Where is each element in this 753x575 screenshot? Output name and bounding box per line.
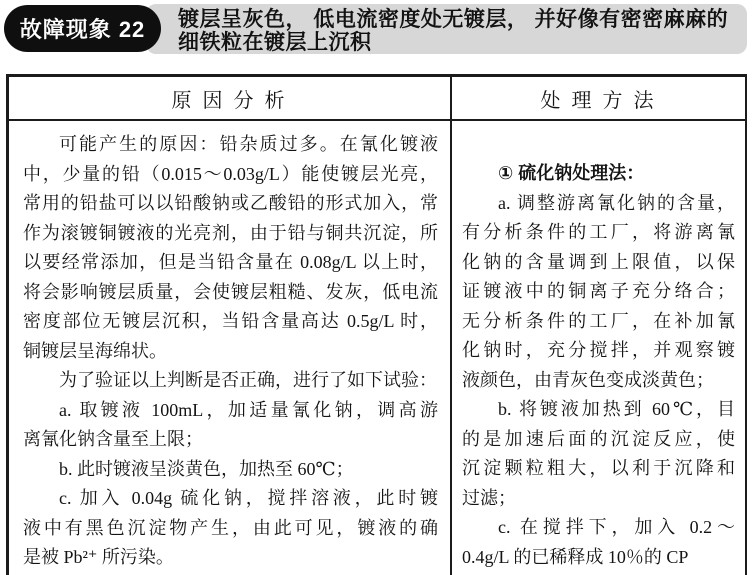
text-line: 无分析条件的工厂，在补加氰 (462, 310, 735, 331)
fault-title-line-2: 细铁粒在镀层上沉积 (178, 31, 372, 54)
text-line: 作为滚镀铜镀液的光亮剂，由于铅与铜共沉淀，所 (23, 222, 438, 243)
treatment-method-cell (450, 121, 745, 575)
text-line: 为了验证以上判断是否正确，进行了如下试验： (59, 370, 437, 390)
paragraph (462, 513, 735, 572)
treatment-method-header: 处 理 方 法 (450, 77, 745, 121)
paragraph (23, 396, 438, 455)
cause-analysis-cell (9, 121, 450, 575)
paragraph (23, 455, 438, 485)
text-line: 0.4g/L 的已稀释成 10％的 CP (462, 546, 689, 567)
paragraph (23, 366, 438, 396)
text-line: 可能产生的原因：铅杂质过多。在氰化镀液 (59, 134, 438, 154)
text-line: a. 取镀液 100mL，加适量氰化钠，调高游 (59, 399, 438, 420)
text-line: ① 硫化钠处理法： (498, 163, 645, 183)
paragraph (23, 130, 438, 366)
text-line: 的是加速后面的沉淀反应，使 (462, 428, 735, 449)
text-line: b. 此时镀液呈淡黄色，加热至 60℃； (59, 458, 354, 479)
paragraph (462, 395, 735, 513)
fault-table (6, 74, 747, 575)
text-line: 有分析条件的工厂，将游离氰 (462, 222, 735, 242)
fault-number-label: 故障现象 22 (19, 17, 146, 42)
text-line: 化钠时，充分搅拌，并观察镀 (462, 340, 735, 360)
fault-title-line-1: 镀层呈灰色， 低电流密度处无镀层， 并好像有密密麻麻的 (178, 8, 729, 31)
paragraph (23, 484, 438, 573)
text-line: 沉淀颗粒粗大，以利于沉降和 (462, 458, 735, 478)
text-line: 将会影响镀层质量，会使镀层粗糙、发灰，低电流 (23, 281, 438, 302)
text-line: 以要经常添加，但是当铅含量在 0.08g/L 以上时， (23, 252, 438, 272)
fault-number-badge (4, 5, 161, 52)
text-line: c. 在搅拌下，加入 0.2～ (498, 517, 735, 537)
cause-analysis-header: 原 因 分 析 (9, 77, 450, 121)
text-line: 证镀液中的铜离子充分络合； (462, 281, 735, 301)
text-line: 铜镀层呈海绵状。 (23, 340, 167, 361)
text-line: 是被 Pb²⁺ 所污染。 (23, 547, 174, 567)
text-line: b. 将镀液加热到 60℃，目 (498, 399, 735, 419)
text-line: 液中有黑色沉淀物产生，由此可见，镀液的确 (23, 517, 438, 538)
text-line: 化钠的含量调到上限值，以保 (462, 251, 735, 272)
paragraph-heading (462, 159, 735, 189)
fault-title-bar (146, 4, 747, 54)
text-line: 常用的铅盐可以以铅酸钠或乙酸铅的形式加入，常 (23, 193, 438, 213)
text-line: a. 调整游离氰化钠的含量， (498, 192, 735, 213)
paragraph (462, 189, 735, 396)
text-line: 中，少量的铅（0.015～0.03g/L）能使镀层光亮， (23, 163, 438, 184)
text-line: c. 加入 0.04g 硫化钠，搅拌溶液，此时镀 (59, 488, 438, 508)
text-line: 离氰化钠含量至上限； (23, 429, 203, 449)
text-line: 过滤； (462, 487, 516, 508)
text-line: 液颜色，由青灰色变成淡黄色； (462, 369, 714, 390)
text-line: 密度部位无镀层沉积，当铅含量高达 0.5g/L 时， (23, 311, 438, 331)
